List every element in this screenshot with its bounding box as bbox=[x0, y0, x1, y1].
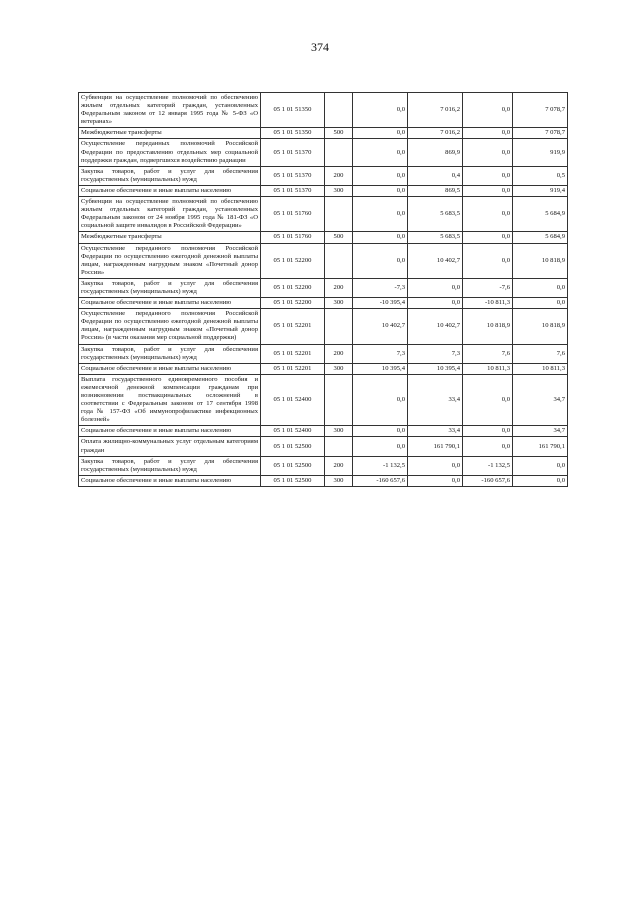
row-target-code: 05 1 01 52200 bbox=[261, 278, 325, 297]
row-value-1: -7,3 bbox=[353, 278, 408, 297]
row-value-3: 0,0 bbox=[463, 232, 513, 243]
row-value-2: 5 683,5 bbox=[408, 197, 463, 232]
table-row bbox=[79, 278, 568, 297]
row-description: Осуществление переданного полномочия Российской Федерации по осуществлению ежегодной денежной выплаты лицам, награжденным нагрудным знаком «Почетный донор России» (в части оказания мер социальной поддержки) bbox=[79, 309, 261, 344]
row-description: Оплата жилищно-коммунальных услуг отдельным категориям граждан bbox=[79, 437, 261, 456]
row-value-4: 10 811,3 bbox=[513, 363, 568, 374]
row-value-2: 10 402,7 bbox=[408, 309, 463, 344]
row-description: Социальное обеспечение и иные выплаты населению bbox=[79, 185, 261, 196]
row-expense-type bbox=[325, 197, 353, 232]
row-value-1: 0,0 bbox=[353, 166, 408, 185]
row-expense-type: 500 bbox=[325, 232, 353, 243]
row-expense-type bbox=[325, 437, 353, 456]
row-value-3: 0,0 bbox=[463, 128, 513, 139]
row-value-2: 33,4 bbox=[408, 374, 463, 426]
row-expense-type bbox=[325, 93, 353, 128]
row-expense-type: 300 bbox=[325, 298, 353, 309]
row-expense-type: 300 bbox=[325, 426, 353, 437]
row-value-2: 0,0 bbox=[408, 278, 463, 297]
row-value-1: 0,0 bbox=[353, 185, 408, 196]
page-number: 374 bbox=[311, 40, 329, 54]
table-row bbox=[79, 197, 568, 232]
row-target-code: 05 1 01 51760 bbox=[261, 197, 325, 232]
row-value-1: 0,0 bbox=[353, 374, 408, 426]
row-value-3: -160 657,6 bbox=[463, 475, 513, 486]
row-value-1: -1 132,5 bbox=[353, 456, 408, 475]
row-value-4: 34,7 bbox=[513, 374, 568, 426]
row-value-3: 0,0 bbox=[463, 93, 513, 128]
row-value-2: 10 395,4 bbox=[408, 363, 463, 374]
row-value-3: 0,0 bbox=[463, 166, 513, 185]
row-value-3: 0,0 bbox=[463, 197, 513, 232]
row-value-4: 161 790,1 bbox=[513, 437, 568, 456]
row-value-4: 919,9 bbox=[513, 139, 568, 166]
row-value-3: 10 818,9 bbox=[463, 309, 513, 344]
table-row bbox=[79, 374, 568, 426]
row-value-1: 0,0 bbox=[353, 426, 408, 437]
row-description: Социальное обеспечение и иные выплаты населению bbox=[79, 363, 261, 374]
row-value-3: 0,0 bbox=[463, 374, 513, 426]
table-row bbox=[79, 426, 568, 437]
row-description: Межбюджетные трансферты bbox=[79, 232, 261, 243]
row-value-1: 0,0 bbox=[353, 128, 408, 139]
row-value-4: 7,6 bbox=[513, 344, 568, 363]
table-row bbox=[79, 128, 568, 139]
row-value-1: 10 395,4 bbox=[353, 363, 408, 374]
row-value-3: 10 811,3 bbox=[463, 363, 513, 374]
row-target-code: 05 1 01 52500 bbox=[261, 437, 325, 456]
row-value-3: 0,0 bbox=[463, 185, 513, 196]
row-value-1: 0,0 bbox=[353, 93, 408, 128]
row-value-1: -10 395,4 bbox=[353, 298, 408, 309]
row-description: Закупка товаров, работ и услуг для обеспечения государственных (муниципальных) нужд bbox=[79, 278, 261, 297]
row-expense-type bbox=[325, 139, 353, 166]
row-description: Субвенции на осуществление полномочий по обеспечению жильем отдельных категорий граждан, установленных Федеральным законом от 12 января 1995 года № 5-ФЗ «О ветеранах» bbox=[79, 93, 261, 128]
row-description: Осуществление переданного полномочия Российской Федерации по осуществлению ежегодной денежной выплаты лицам, награжденным нагрудным знаком «Почетный донор России» bbox=[79, 243, 261, 278]
table-row bbox=[79, 298, 568, 309]
table-row bbox=[79, 309, 568, 344]
row-expense-type: 200 bbox=[325, 344, 353, 363]
row-target-code: 05 1 01 52200 bbox=[261, 298, 325, 309]
row-value-2: 869,9 bbox=[408, 139, 463, 166]
row-value-1: -160 657,6 bbox=[353, 475, 408, 486]
row-description: Закупка товаров, работ и услуг для обеспечения государственных (муниципальных) нужд bbox=[79, 456, 261, 475]
row-description: Межбюджетные трансферты bbox=[79, 128, 261, 139]
row-value-2: 5 683,5 bbox=[408, 232, 463, 243]
row-value-2: 7,3 bbox=[408, 344, 463, 363]
row-value-2: 0,0 bbox=[408, 475, 463, 486]
row-target-code: 05 1 01 52500 bbox=[261, 456, 325, 475]
row-target-code: 05 1 01 51370 bbox=[261, 185, 325, 196]
row-expense-type: 300 bbox=[325, 363, 353, 374]
row-value-4: 7 078,7 bbox=[513, 93, 568, 128]
row-target-code: 05 1 01 51370 bbox=[261, 139, 325, 166]
row-value-2: 33,4 bbox=[408, 426, 463, 437]
table-row bbox=[79, 139, 568, 166]
row-value-3: 0,0 bbox=[463, 243, 513, 278]
row-value-4: 10 818,9 bbox=[513, 243, 568, 278]
table-row bbox=[79, 456, 568, 475]
row-value-1: 0,0 bbox=[353, 232, 408, 243]
row-value-3: 0,0 bbox=[463, 139, 513, 166]
row-value-4: 34,7 bbox=[513, 426, 568, 437]
row-expense-type bbox=[325, 243, 353, 278]
row-value-4: 0,0 bbox=[513, 278, 568, 297]
table-row bbox=[79, 344, 568, 363]
row-description: Социальное обеспечение и иные выплаты населению bbox=[79, 298, 261, 309]
row-description: Осуществление переданных полномочий Российской Федерации по предоставлению отдельных мер социальной поддержки граждан, подвергшихся воздействию радиации bbox=[79, 139, 261, 166]
row-target-code: 05 1 01 52400 bbox=[261, 374, 325, 426]
row-value-4: 0,0 bbox=[513, 456, 568, 475]
row-value-3: -10 811,3 bbox=[463, 298, 513, 309]
row-value-3: -7,6 bbox=[463, 278, 513, 297]
row-expense-type: 200 bbox=[325, 166, 353, 185]
row-value-3: -1 132,5 bbox=[463, 456, 513, 475]
row-target-code: 05 1 01 52201 bbox=[261, 344, 325, 363]
row-expense-type bbox=[325, 309, 353, 344]
row-target-code: 05 1 01 51350 bbox=[261, 128, 325, 139]
budget-table bbox=[78, 92, 568, 487]
row-target-code: 05 1 01 51350 bbox=[261, 93, 325, 128]
row-expense-type bbox=[325, 374, 353, 426]
table-row bbox=[79, 475, 568, 486]
row-value-3: 0,0 bbox=[463, 437, 513, 456]
row-value-1: 0,0 bbox=[353, 139, 408, 166]
row-value-3: 7,6 bbox=[463, 344, 513, 363]
row-value-2: 0,0 bbox=[408, 298, 463, 309]
row-value-4: 7 078,7 bbox=[513, 128, 568, 139]
row-expense-type: 200 bbox=[325, 278, 353, 297]
row-value-1: 10 402,7 bbox=[353, 309, 408, 344]
row-target-code: 05 1 01 51760 bbox=[261, 232, 325, 243]
row-value-2: 0,4 bbox=[408, 166, 463, 185]
table-row bbox=[79, 243, 568, 278]
row-target-code: 05 1 01 51370 bbox=[261, 166, 325, 185]
row-value-1: 7,3 bbox=[353, 344, 408, 363]
row-target-code: 05 1 01 52201 bbox=[261, 309, 325, 344]
row-value-2: 7 016,2 bbox=[408, 93, 463, 128]
row-value-4: 10 818,9 bbox=[513, 309, 568, 344]
row-value-1: 0,0 bbox=[353, 437, 408, 456]
row-expense-type: 300 bbox=[325, 185, 353, 196]
row-target-code: 05 1 01 52201 bbox=[261, 363, 325, 374]
row-value-4: 5 684,9 bbox=[513, 197, 568, 232]
row-description: Выплата государственного единовременного пособия и ежемесячной денежной компенсации гражданам при возникновении поствакцинальных осложнений в соответствии с Федеральным законом от 17 сентября 1998 года № 157-ФЗ «Об иммунопрофилактике инфекционных болезней» bbox=[79, 374, 261, 426]
row-value-1: 0,0 bbox=[353, 197, 408, 232]
row-target-code: 05 1 01 52400 bbox=[261, 426, 325, 437]
table-row bbox=[79, 93, 568, 128]
row-description: Социальное обеспечение и иные выплаты населению bbox=[79, 475, 261, 486]
row-expense-type: 500 bbox=[325, 128, 353, 139]
row-value-1: 0,0 bbox=[353, 243, 408, 278]
row-value-4: 5 684,9 bbox=[513, 232, 568, 243]
row-value-4: 0,5 bbox=[513, 166, 568, 185]
row-expense-type: 300 bbox=[325, 475, 353, 486]
row-description: Субвенции на осуществление полномочий по обеспечению жильем отдельных категорий граждан, установленных Федеральным законом от 24 ноября 1995 года № 181-ФЗ «О социальной защите инвалидов в Российской Федерации» bbox=[79, 197, 261, 232]
table-row bbox=[79, 166, 568, 185]
row-value-2: 7 016,2 bbox=[408, 128, 463, 139]
row-description: Закупка товаров, работ и услуг для обеспечения государственных (муниципальных) нужд bbox=[79, 166, 261, 185]
row-description: Закупка товаров, работ и услуг для обеспечения государственных (муниципальных) нужд bbox=[79, 344, 261, 363]
row-value-4: 919,4 bbox=[513, 185, 568, 196]
row-target-code: 05 1 01 52500 bbox=[261, 475, 325, 486]
row-value-4: 0,0 bbox=[513, 475, 568, 486]
row-value-3: 0,0 bbox=[463, 426, 513, 437]
row-value-2: 10 402,7 bbox=[408, 243, 463, 278]
table-row bbox=[79, 363, 568, 374]
row-description: Социальное обеспечение и иные выплаты населению bbox=[79, 426, 261, 437]
row-value-2: 161 790,1 bbox=[408, 437, 463, 456]
table-row bbox=[79, 185, 568, 196]
table-row bbox=[79, 232, 568, 243]
row-expense-type: 200 bbox=[325, 456, 353, 475]
row-value-4: 0,0 bbox=[513, 298, 568, 309]
row-value-2: 869,5 bbox=[408, 185, 463, 196]
row-value-2: 0,0 bbox=[408, 456, 463, 475]
row-target-code: 05 1 01 52200 bbox=[261, 243, 325, 278]
table-row bbox=[79, 437, 568, 456]
